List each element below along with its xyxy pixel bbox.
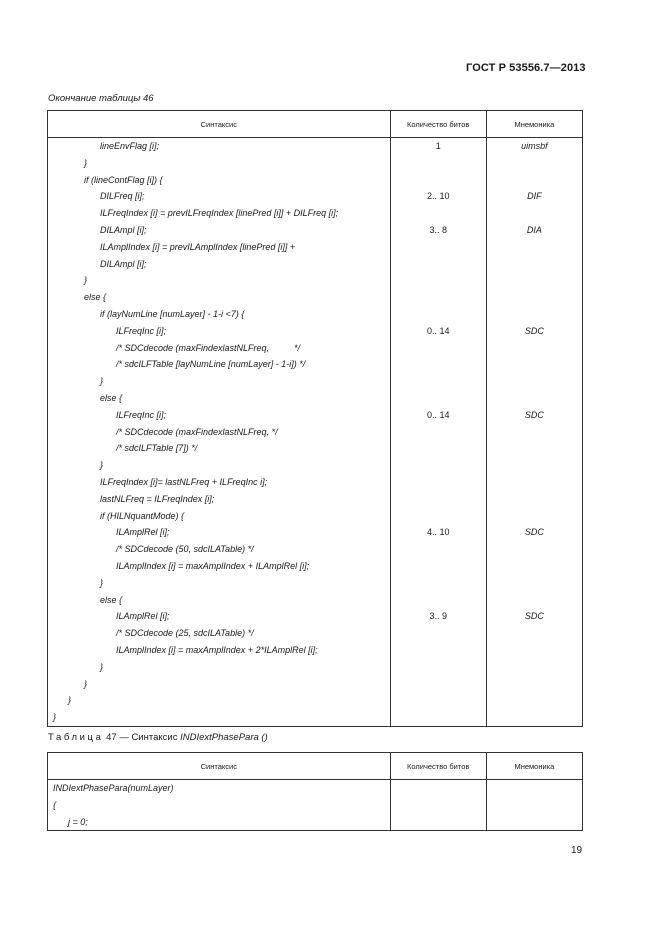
code-text: ILAmplRel [i]; [116, 527, 170, 538]
bits-cell [391, 390, 486, 407]
code-line [48, 780, 390, 797]
mnemonic-cell: uimsbf [521, 141, 548, 151]
code-text: } [100, 661, 104, 672]
mnemonic-cell [487, 491, 582, 508]
mnemonic-cell: SDC [524, 409, 544, 420]
bits-cell [391, 558, 486, 575]
table-body-row [48, 780, 583, 831]
mnemonic-cell [487, 676, 582, 693]
mnemonic-cell [487, 692, 582, 709]
code-line [48, 138, 390, 155]
bits-cell [391, 306, 486, 323]
code-line [48, 373, 390, 390]
table-header-row [48, 111, 583, 138]
code-line [48, 692, 390, 709]
code-text: j = 0; [68, 816, 88, 827]
mnemonic-column [486, 138, 582, 727]
code-text: } [53, 712, 57, 723]
mnemonic-cell [487, 558, 582, 575]
code-text: ILAmplIndex [i] = maxAmplIndex + ILAmplRel [i]; [116, 560, 310, 571]
mnemonic-cell: SDC [524, 325, 544, 336]
table-header-row [48, 753, 583, 780]
column-header-mnemonic: Мнемоника [486, 111, 582, 138]
bits-cell [391, 205, 486, 222]
mnemonic-cell [487, 356, 582, 373]
mnemonic-cell [487, 541, 582, 558]
bits-cell [391, 692, 486, 709]
mnemonic-cell [487, 797, 582, 814]
code-text: else { [100, 392, 123, 403]
code-line [48, 256, 390, 273]
bits-cell [391, 642, 486, 659]
code-line [48, 323, 390, 340]
bits-column [390, 780, 486, 831]
code-text: /* sdcILFTable [7]) */ [116, 443, 198, 454]
caption-prefix: Таблица [48, 732, 104, 743]
mnemonic-cell [487, 440, 582, 457]
bits-cell: 0.. 14 [426, 409, 450, 420]
code-text: ILAmplIndex [i] = prevILAmplIndex [linePred [i]] + [100, 241, 296, 252]
code-line [48, 814, 390, 831]
code-line [48, 340, 390, 357]
code-text: INDIextPhasePara(numLayer) [53, 783, 174, 793]
code-text: } [100, 376, 104, 387]
code-text: DILFreq [i]; [100, 191, 145, 202]
bits-cell [391, 491, 486, 508]
bits-cell [391, 440, 486, 457]
code-text: lastNLFreq = ILFreqIndex [i]; [100, 493, 215, 504]
syntax-column [48, 138, 391, 727]
code-text: } [100, 460, 104, 471]
code-text: { [53, 799, 57, 810]
mnemonic-cell [487, 172, 582, 189]
code-text: } [84, 678, 88, 689]
column-header-syntax: Синтаксис [48, 111, 391, 138]
code-line [48, 172, 390, 189]
document-header: ГОСТ Р 53556.7—2013 [466, 62, 586, 74]
code-text: } [100, 577, 104, 588]
code-text: /* sdcILFTable [layNumLine [numLayer] - 1-i]) */ [116, 359, 306, 370]
code-line [48, 272, 390, 289]
code-line [48, 575, 390, 592]
mnemonic-cell [487, 814, 582, 831]
code-text: lineEnvFlag [i]; [100, 141, 160, 151]
bits-cell [391, 592, 486, 609]
bits-cell [391, 541, 486, 558]
code-text: if (lineContFlag [i]) { [84, 174, 163, 185]
bits-cell: 2.. 10 [426, 191, 450, 202]
bits-cell: 3.. 8 [429, 224, 447, 235]
code-line [48, 524, 390, 541]
bits-cell [391, 676, 486, 693]
code-text: else { [84, 292, 107, 303]
code-line [48, 608, 390, 625]
mnemonic-cell [487, 155, 582, 172]
mnemonic-cell [487, 709, 582, 726]
mnemonic-cell [487, 373, 582, 390]
bits-cell [391, 625, 486, 642]
code-text: DILAmpl [i]; [100, 224, 147, 235]
mnemonic-cell: DIF [527, 191, 542, 202]
bits-cell: 4.. 10 [426, 527, 450, 538]
table-continuation-caption: Окончание таблицы 46 [48, 93, 154, 104]
bits-cell [391, 289, 486, 306]
code-line [48, 709, 390, 726]
code-line [48, 474, 390, 491]
code-line [48, 642, 390, 659]
mnemonic-cell [487, 390, 582, 407]
code-line [48, 440, 390, 457]
code-text: ILFreqIndex [i] = prevILFreqIndex [linePred [i]] + DILFreq [i]; [100, 208, 339, 219]
bits-cell [391, 172, 486, 189]
syntax-table-47 [47, 752, 583, 831]
code-line [48, 659, 390, 676]
page-number: 19 [571, 845, 583, 856]
code-line [48, 205, 390, 222]
code-text: if (HILNquantMode) { [100, 510, 185, 521]
code-line [48, 457, 390, 474]
bits-cell [391, 575, 486, 592]
column-header-mnemonic: Мнемоника [486, 753, 582, 780]
bits-cell [391, 659, 486, 676]
bits-cell [391, 272, 486, 289]
code-line [48, 592, 390, 609]
mnemonic-cell: DIA [526, 224, 542, 235]
code-line [48, 188, 390, 205]
code-text: ILFreqInc [i]; [116, 409, 167, 420]
code-text: } [68, 695, 72, 706]
bits-cell [391, 256, 486, 273]
bits-cell: 3.. 9 [429, 611, 447, 622]
caption-text: 47 — Синтаксис [103, 732, 181, 743]
code-line [48, 541, 390, 558]
bits-cell: 1 [435, 141, 441, 151]
code-text: ILAmplIndex [i] = maxAmplIndex + 2*ILAmplRel [i]; [116, 644, 318, 655]
bits-cell [391, 356, 486, 373]
mnemonic-column [486, 780, 582, 831]
code-text: if (layNumLine [numLayer] - 1-i <7) { [100, 308, 245, 319]
bits-cell [391, 373, 486, 390]
code-line [48, 407, 390, 424]
code-text: ILAmplRel [i]; [116, 611, 170, 622]
code-line [48, 508, 390, 525]
code-text: /* SDCdecode (maxFindexlastNLFreq, */ [116, 426, 278, 437]
mnemonic-cell: SDC [524, 527, 544, 538]
table-body-row [48, 138, 583, 727]
bits-cell [391, 424, 486, 441]
code-text: /* SDCdecode (25, sdcILATable) */ [116, 628, 254, 639]
code-line [48, 676, 390, 693]
code-line [48, 390, 390, 407]
code-text: /* SDCdecode (50, sdcILATable) */ [116, 544, 254, 555]
code-line [48, 306, 390, 323]
code-text: ILFreqIndex [i]= lastNLFreq + ILFreqInc i]; [100, 476, 268, 487]
bits-cell [391, 340, 486, 357]
column-header-bits: Количество битов [390, 753, 486, 780]
bits-cell [391, 457, 486, 474]
code-text: DILAmpl [i]; [100, 258, 147, 269]
code-text: /* SDCdecode (maxFindexlastNLFreq, [116, 342, 270, 353]
bits-cell [391, 709, 486, 726]
mnemonic-cell [487, 508, 582, 525]
mnemonic-cell [487, 256, 582, 273]
code-text: } [84, 157, 88, 168]
mnemonic-cell [487, 205, 582, 222]
mnemonic-cell [487, 239, 582, 256]
column-header-syntax: Синтаксис [48, 753, 391, 780]
mnemonic-cell [487, 457, 582, 474]
code-line [48, 797, 390, 814]
code-line [48, 625, 390, 642]
code-line [48, 239, 390, 256]
column-header-bits: Количество битов [390, 111, 486, 138]
mnemonic-cell: SDC [524, 611, 544, 622]
mnemonic-cell [487, 474, 582, 491]
mnemonic-cell [487, 340, 582, 357]
mnemonic-cell [487, 642, 582, 659]
code-line [48, 424, 390, 441]
syntax-column [48, 780, 391, 831]
table-47-caption [48, 732, 268, 743]
bits-cell [391, 239, 486, 256]
mnemonic-cell [487, 289, 582, 306]
code-line [48, 222, 390, 239]
bits-cell [391, 508, 486, 525]
code-line [48, 356, 390, 373]
code-text: } [84, 275, 88, 286]
code-line [48, 289, 390, 306]
mnemonic-cell [487, 659, 582, 676]
code-line [48, 558, 390, 575]
mnemonic-cell [487, 306, 582, 323]
code-text: ILFreqInc [i]; [116, 325, 167, 336]
bits-cell [391, 814, 486, 831]
comment-close: */ [294, 342, 301, 353]
mnemonic-cell [487, 424, 582, 441]
code-line [48, 155, 390, 172]
mnemonic-cell [487, 575, 582, 592]
mnemonic-cell [487, 592, 582, 609]
mnemonic-cell [487, 272, 582, 289]
bits-cell [391, 155, 486, 172]
code-text: else { [100, 594, 123, 605]
mnemonic-cell [487, 780, 582, 797]
bits-cell [391, 780, 486, 797]
bits-cell [391, 474, 486, 491]
mnemonic-cell [487, 625, 582, 642]
bits-column [390, 138, 486, 727]
code-line [48, 491, 390, 508]
syntax-table-46 [47, 110, 583, 727]
bits-cell: 0.. 14 [426, 325, 450, 336]
bits-cell [391, 797, 486, 814]
caption-function-name: INDIextPhasePara () [180, 732, 268, 743]
